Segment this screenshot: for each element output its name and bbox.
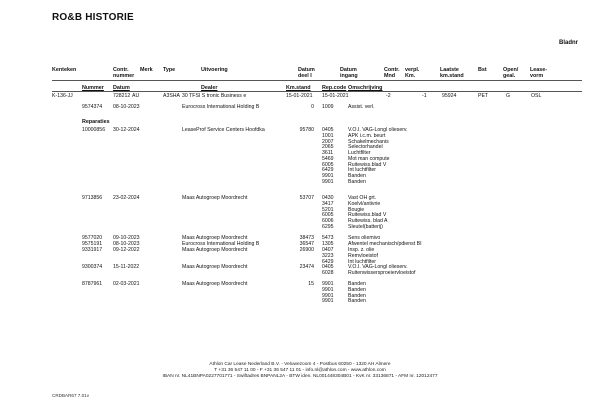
repair-omschrijving: Ruitewiss.blad V — [348, 161, 387, 168]
repair-km-stand: 38473 — [299, 235, 314, 241]
repair-dealer: Maas Autogroep Moordrecht — [182, 247, 248, 253]
repair-rep-code: 2065 — [322, 144, 334, 151]
repair-nummer: 9300374 — [82, 264, 103, 270]
assist-rep-code: 1009 — [322, 104, 334, 110]
assist-km-stand: 0 — [311, 104, 314, 110]
repair-datum: 09-10-2023 — [113, 235, 140, 241]
section-reparaties: Reparaties — [82, 119, 110, 125]
assist-omschrijving: Assist. verl. — [348, 104, 375, 110]
repair-km-stand: 95780 — [299, 127, 314, 133]
assist-nummer: 9574374 — [82, 104, 103, 110]
repair-nummer: 9575191 — [82, 241, 103, 247]
repair-datum: 23-02-2024 — [113, 195, 140, 201]
vehicle-bst: PET — [478, 93, 489, 99]
repair-rep-code: 3611 — [322, 150, 334, 156]
repair-omschrijving: Luchtfilter — [348, 150, 371, 156]
repair-rep-code: 9901 — [322, 178, 334, 185]
bladnr-label: Bladnr — [558, 40, 578, 46]
repair-rep-code: 5201 — [322, 206, 334, 213]
col-header-verpl-km: verpl. Km. — [405, 67, 420, 79]
col-header-datum: Datum — [113, 85, 130, 91]
repair-omschrijving: Schakelmechanis — [348, 138, 389, 145]
col-header-uitvoering: Uitvoering — [201, 67, 228, 73]
col-header-kenteken: Kenteken — [52, 67, 77, 73]
vehicle-datum-ingang: 15-01-2021 — [322, 93, 349, 99]
repair-rep-code: 3223 — [322, 252, 334, 259]
repair-nummer: 10000856 — [82, 127, 106, 133]
col-header-bst: Bst — [478, 67, 487, 73]
col-header-dealer: Dealer — [201, 85, 218, 91]
repair-dealer: Maas Autogroep Moordrecht — [182, 235, 248, 241]
repair-rep-code: 0407 — [322, 247, 334, 253]
vehicle-contr-mnd: -2 — [386, 93, 391, 99]
repair-rep-code: 3417 — [322, 200, 334, 207]
repair-omschrijving: Ruitenwissersproeiervloeistof — [348, 269, 416, 276]
repair-rep-code: 6005 — [322, 161, 334, 168]
repair-rep-code: 6429 — [322, 258, 334, 265]
repair-rep-code: 1001 — [322, 132, 334, 139]
repair-datum: 02-03-2021 — [113, 281, 140, 287]
repair-datum: 08-10-2023 — [113, 241, 140, 247]
repair-km-stand: 26900 — [299, 247, 314, 253]
col-header-omschrijving: Omschrijving — [348, 85, 383, 91]
repair-rep-code: 9901 — [322, 281, 334, 287]
repair-omschrijving: Banden — [348, 173, 366, 179]
repair-rep-code: 9901 — [322, 286, 334, 293]
repair-rep-code: 9901 — [322, 292, 334, 299]
repair-km-stand: 15 — [308, 281, 314, 287]
repair-omschrijving: Selectorhandel — [348, 144, 383, 151]
vehicle-lease-vorm: OSL — [531, 93, 542, 99]
repair-omschrijving: Banden — [348, 178, 366, 185]
repair-omschrijving: Banden — [348, 286, 366, 293]
vehicle-verpl-km: -1 — [422, 93, 427, 99]
repair-dealer: LeaseProf Service Centers Hoofdka — [182, 127, 265, 133]
repair-rep-code: 0405 — [322, 127, 334, 133]
repair-omschrijving: APK i.c.m. beurt — [348, 132, 386, 139]
repair-dealer: Maas Autogroep Moordrecht — [182, 281, 248, 287]
repair-omschrijving: Banden — [348, 298, 366, 305]
repair-dealer: Maas Autogroep Moordrecht — [182, 264, 248, 270]
repair-datum: 15-11-2022 — [113, 264, 140, 270]
repair-rep-code: 5473 — [322, 235, 334, 241]
col-header-type: Type — [163, 67, 176, 73]
repair-nummer: 9331917 — [82, 247, 103, 253]
repair-rep-code: 9901 — [322, 173, 334, 179]
vehicle-laatste-km: 95924 — [442, 93, 457, 99]
repair-rep-code: 0405 — [322, 264, 334, 270]
repair-rep-code: 9901 — [322, 298, 334, 305]
col-header-km-stand: Km.stand — [286, 85, 311, 91]
repair-rep-code: 1305 — [322, 241, 334, 247]
col-header-open-geal: Open/ geal. — [503, 67, 519, 79]
vehicle-type: A3SHA — [163, 93, 181, 99]
col-header-contr-nummer: Contr. nummer — [113, 67, 135, 79]
repair-nummer: 9577020 — [82, 235, 103, 241]
document-code: CRDBAR67 7.01v — [52, 393, 90, 398]
repair-omschrijving: Afwentel mechanisch/pdienst BI — [348, 241, 422, 247]
repair-omschrijving: Sleutel(batterij) — [348, 223, 383, 230]
repair-omschrijving: V.O.I. VAG-Longl olieserv. — [348, 264, 408, 270]
repair-rep-code: 6006 — [322, 218, 334, 224]
footer-contact: T +31 36 547 11 00 - F +31 36 547 11 01 - info.nl@athlon.com - www.athlon.com — [214, 368, 386, 373]
repair-datum: 09-12-2022 — [113, 247, 140, 253]
repair-rep-code: 2007 — [322, 138, 334, 145]
repair-omschrijving: Vast OH grt. — [348, 195, 377, 201]
repair-km-stand: 53707 — [299, 195, 314, 201]
repair-omschrijving: Ruitewiss.blad V — [348, 212, 387, 219]
repair-rep-code: 0430 — [322, 195, 334, 201]
repair-omschrijving: Banden — [348, 292, 366, 299]
col-header-contr-mnd: Contr. Mnd — [384, 67, 400, 79]
repair-dealer: Eurocross International Holding B — [182, 241, 260, 247]
vehicle-contr-nummer: 728212 — [113, 93, 131, 99]
repair-omschrijving: Sens oliemivo — [348, 235, 381, 241]
repair-rep-code: 6429 — [322, 167, 334, 174]
repair-nummer: 9713856 — [82, 195, 103, 201]
repair-omschrijving: Mot man compute — [348, 155, 390, 162]
repair-omschrijving: V.O.I. VAG-Longl olieserv. — [348, 127, 408, 133]
repair-km-stand: 23474 — [299, 264, 314, 270]
repair-rep-code: 6295 — [322, 223, 334, 230]
page-title: RO&B HISTORIE — [52, 12, 134, 23]
repair-dealer: Maas Autogroep Moordrecht — [182, 195, 248, 201]
col-header-lease-vorm: Lease- vorm — [530, 67, 548, 79]
repair-nummer: 8787961 — [82, 281, 103, 287]
vehicle-uitvoering: 30 TFSI S tronic Business e — [182, 93, 247, 99]
repair-omschrijving: Int luchtfilter — [348, 258, 376, 265]
footer-address: Athlon Car Lease Nederland B.V. - Veluwezoom 4 - Postbus 60250 - 1320 AH Almere — [209, 362, 391, 367]
assist-dealer: Eurocross International Holding B — [182, 104, 260, 110]
repair-omschrijving: Int luchtfilter — [348, 167, 376, 174]
repair-rep-code: 6005 — [322, 212, 334, 219]
vehicle-kenteken: K-136-JJ — [52, 93, 73, 99]
repair-omschrijving: Bougie — [348, 206, 365, 213]
repair-omschrijving: Koelvl/antivrie — [348, 200, 381, 207]
repair-omschrijving: Banden — [348, 281, 366, 287]
repair-omschrijving: Insp. z. olie — [348, 247, 375, 253]
col-header-nummer: Nummer — [82, 85, 104, 91]
repair-omschrijving: Ruitewiss. blad A — [348, 218, 388, 224]
repair-omschrijving: Remvloeistof — [348, 252, 378, 259]
repair-rep-code: 6028 — [322, 269, 334, 276]
col-header-datum-ingang: Datum ingang — [340, 67, 358, 79]
repair-datum: 30-12-2024 — [113, 127, 140, 133]
repair-rep-code: 5469 — [322, 155, 334, 162]
vehicle-merk: AU — [132, 93, 140, 99]
repair-km-stand: 36547 — [299, 241, 314, 247]
footer-registration: IBAN nr. NL41BNPA0227701771 - Swiftadres BNPANL2A - BTW iden. NL001448304B01 - KvK nr. 33136871 - AFM nr. 12012477 — [162, 374, 438, 379]
header-divider — [52, 80, 582, 81]
vehicle-open-geal: G — [506, 93, 511, 99]
col-header-merk: Merk — [140, 67, 153, 73]
vehicle-datum-deel-i: 15-01-2021 — [286, 93, 313, 99]
header-divider-2 — [52, 91, 582, 92]
col-header-datum-deel-i: Datum deel I — [298, 67, 315, 79]
col-header-laatste-km: Laatste km.stand — [440, 67, 464, 79]
assist-datum: 08-10-2023 — [113, 104, 140, 110]
col-header-rep-code: Rep.code — [322, 85, 347, 91]
